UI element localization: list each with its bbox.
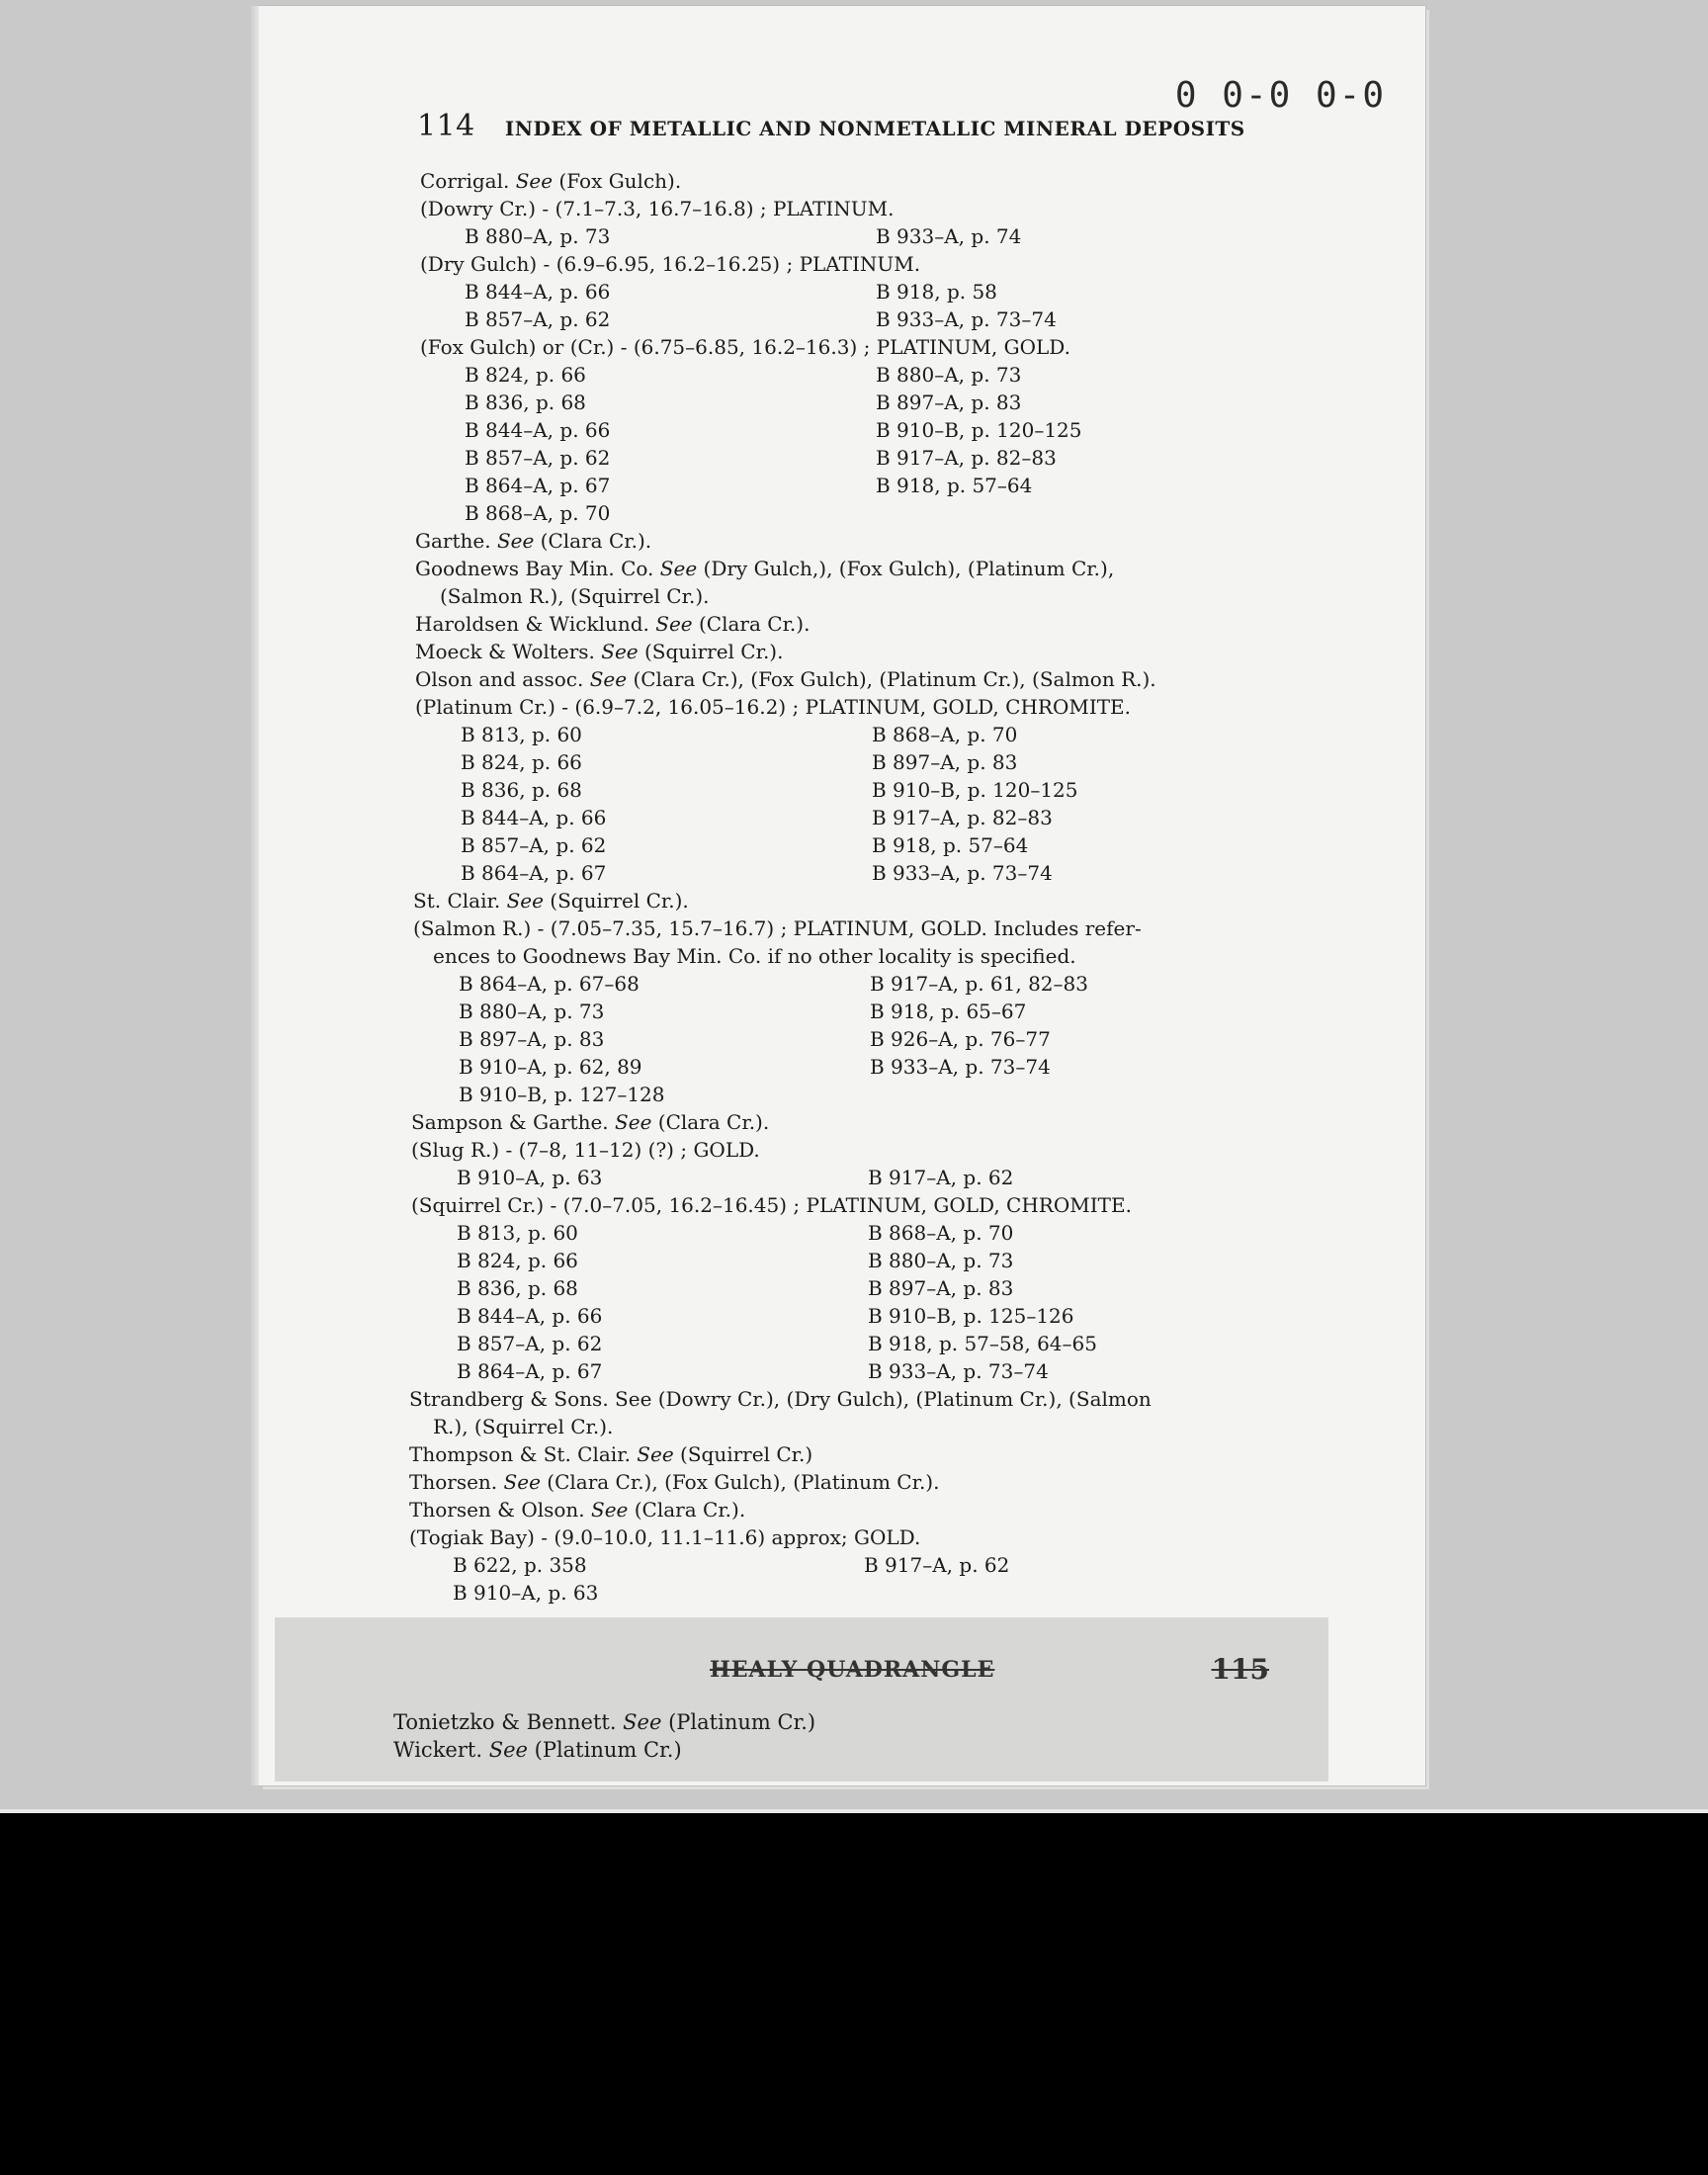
index-line: B 910–B, p. 120–125 (876, 418, 1082, 442)
cross-reference-entry: Haroldsen & Wicklund. See (Clara Cr.). (415, 612, 811, 636)
index-line: B 897–A, p. 83 (459, 1027, 605, 1051)
cross-reference-entry: Thompson & St. Clair. See (Squirrel Cr.) (409, 1442, 813, 1466)
index-line: B 880–A, p. 73 (868, 1249, 1014, 1272)
struck-heading: HEALY QUADRANGLE (710, 1657, 995, 1683)
footer-entry: Wickert. See (Platinum Cr.) (393, 1738, 682, 1762)
index-line: B 844–A, p. 66 (465, 418, 611, 442)
index-line: B 844–A, p. 66 (457, 1304, 603, 1328)
index-line: B 836, p. 68 (465, 391, 586, 414)
index-line: B 933–A, p. 74 (876, 224, 1022, 248)
index-line: B 880–A, p. 73 (459, 1000, 605, 1023)
index-line: B 857–A, p. 62 (465, 446, 611, 470)
cross-reference-entry: Moeck & Wolters. See (Squirrel Cr.). (415, 640, 784, 663)
index-line: B 933–A, p. 73–74 (876, 307, 1057, 331)
index-line: B 857–A, p. 62 (465, 307, 611, 331)
index-line: B 824, p. 66 (457, 1249, 578, 1272)
index-line: B 897–A, p. 83 (868, 1276, 1014, 1300)
cross-reference-entry: Corrigal. See (Fox Gulch). (420, 169, 682, 193)
index-line: B 933–A, p. 73–74 (870, 1055, 1051, 1079)
page-title: INDEX OF METALLIC AND NONMETALLIC MINERAL DEPOSITS (504, 117, 1245, 140)
index-line: B 933–A, p. 73–74 (868, 1359, 1049, 1383)
index-line: B 813, p. 60 (461, 723, 582, 746)
index-line: (Dowry Cr.) - (7.1–7.3, 16.7–16.8) ; PLATINUM. (420, 197, 895, 220)
index-line: B 917–A, p. 62 (868, 1166, 1014, 1189)
index-line: B 868–A, p. 70 (868, 1221, 1014, 1245)
cross-reference-entry: Thorsen & Olson. See (Clara Cr.). (409, 1498, 746, 1522)
index-line: B 813, p. 60 (457, 1221, 578, 1245)
index-line: B 864–A, p. 67–68 (459, 972, 640, 996)
index-line: B 910–B, p. 125–126 (868, 1304, 1074, 1328)
cross-reference-entry: Olson and assoc. See (Clara Cr.), (Fox Gulch), (Platinum Cr.), (Salmon R.). (415, 667, 1156, 691)
page-edge-shadow (251, 6, 259, 1785)
page-header (417, 109, 1406, 143)
cross-reference-entry: Thorsen. See (Clara Cr.), (Fox Gulch), (Platinum Cr.). (409, 1470, 940, 1494)
index-line: (Fox Gulch) or (Cr.) - (6.75–6.85, 16.2–16.3) ; PLATINUM, GOLD. (420, 335, 1070, 359)
index-line: B 836, p. 68 (461, 778, 582, 802)
index-line: B 868–A, p. 70 (872, 723, 1018, 746)
index-line: B 918, p. 57–64 (872, 833, 1029, 857)
index-line: (Salmon R.) - (7.05–7.35, 15.7–16.7) ; PLATINUM, GOLD. Includes refer- (413, 916, 1142, 940)
index-line: B 857–A, p. 62 (457, 1332, 603, 1355)
index-line: B 844–A, p. 66 (465, 280, 611, 304)
footer-entry: Tonietzko & Bennett. See (Platinum Cr.) (393, 1710, 816, 1734)
index-line: B 910–A, p. 62, 89 (459, 1055, 642, 1079)
index-line: B 917–A, p. 82–83 (872, 806, 1053, 829)
index-line: B 910–A, p. 63 (453, 1581, 599, 1605)
index-line: (Dry Gulch) - (6.9–6.95, 16.2–16.25) ; PLATINUM. (420, 252, 921, 276)
index-line: B 622, p. 358 (453, 1553, 587, 1577)
index-line: (Squirrel Cr.) - (7.0–7.05, 16.2–16.45) ; PLATINUM, GOLD, CHROMITE. (411, 1193, 1132, 1217)
index-line: B 880–A, p. 73 (465, 224, 611, 248)
index-line: B 917–A, p. 61, 82–83 (870, 972, 1088, 996)
index-line: B 910–A, p. 63 (457, 1166, 603, 1189)
index-line: (Platinum Cr.) - (6.9–7.2, 16.05–16.2) ; PLATINUM, GOLD, CHROMITE. (415, 695, 1132, 719)
index-line: B 918, p. 57–58, 64–65 (868, 1332, 1097, 1355)
index-line: B 844–A, p. 66 (461, 806, 607, 829)
document-page (259, 6, 1425, 1785)
index-line: R.), (Squirrel Cr.). (433, 1415, 614, 1438)
index-line: Strandberg & Sons. See (Dowry Cr.), (Dry Gulch), (Platinum Cr.), (Salmon (409, 1387, 1152, 1411)
index-line: B 868–A, p. 70 (465, 501, 611, 525)
pasted-footer-strip (275, 1617, 1328, 1782)
index-line: B 910–B, p. 127–128 (459, 1083, 665, 1106)
scan-background (0, 1813, 1708, 2175)
index-line: (Salmon R.), (Squirrel Cr.). (440, 584, 710, 608)
cross-reference-entry: Goodnews Bay Min. Co. See (Dry Gulch,), (Fox Gulch), (Platinum Cr.), (415, 557, 1115, 580)
index-line: B 926–A, p. 76–77 (870, 1027, 1051, 1051)
index-line: ences to Goodnews Bay Min. Co. if no other locality is specified. (433, 944, 1076, 968)
struck-page-number: 115 (1211, 1653, 1269, 1686)
index-line: (Slug R.) - (7–8, 11–12) (?) ; GOLD. (411, 1138, 760, 1162)
catalog-stamp: 0 0-0 0-0 (1174, 75, 1386, 116)
index-line: B 897–A, p. 83 (876, 391, 1022, 414)
index-line: B 918, p. 57–64 (876, 474, 1033, 497)
index-line: (Togiak Bay) - (9.0–10.0, 11.1–11.6) approx; GOLD. (409, 1525, 921, 1549)
index-line: B 917–A, p. 62 (864, 1553, 1010, 1577)
index-line: B 824, p. 66 (461, 750, 582, 774)
index-line: B 933–A, p. 73–74 (872, 861, 1053, 885)
index-line: B 897–A, p. 83 (872, 750, 1018, 774)
index-line: B 864–A, p. 67 (465, 474, 611, 497)
index-line: B 864–A, p. 67 (461, 861, 607, 885)
index-line: B 857–A, p. 62 (461, 833, 607, 857)
index-line: B 910–B, p. 120–125 (872, 778, 1078, 802)
index-line: B 824, p. 66 (465, 363, 586, 387)
cross-reference-entry: St. Clair. See (Squirrel Cr.). (413, 889, 689, 913)
page-number: 114 (417, 109, 475, 143)
cross-reference-entry: Garthe. See (Clara Cr.). (415, 529, 652, 553)
index-line: B 918, p. 58 (876, 280, 997, 304)
cross-reference-entry: Sampson & Garthe. See (Clara Cr.). (411, 1110, 770, 1134)
index-line: B 917–A, p. 82–83 (876, 446, 1057, 470)
index-line: B 880–A, p. 73 (876, 363, 1022, 387)
index-line: B 918, p. 65–67 (870, 1000, 1027, 1023)
index-line: B 864–A, p. 67 (457, 1359, 603, 1383)
index-line: B 836, p. 68 (457, 1276, 578, 1300)
